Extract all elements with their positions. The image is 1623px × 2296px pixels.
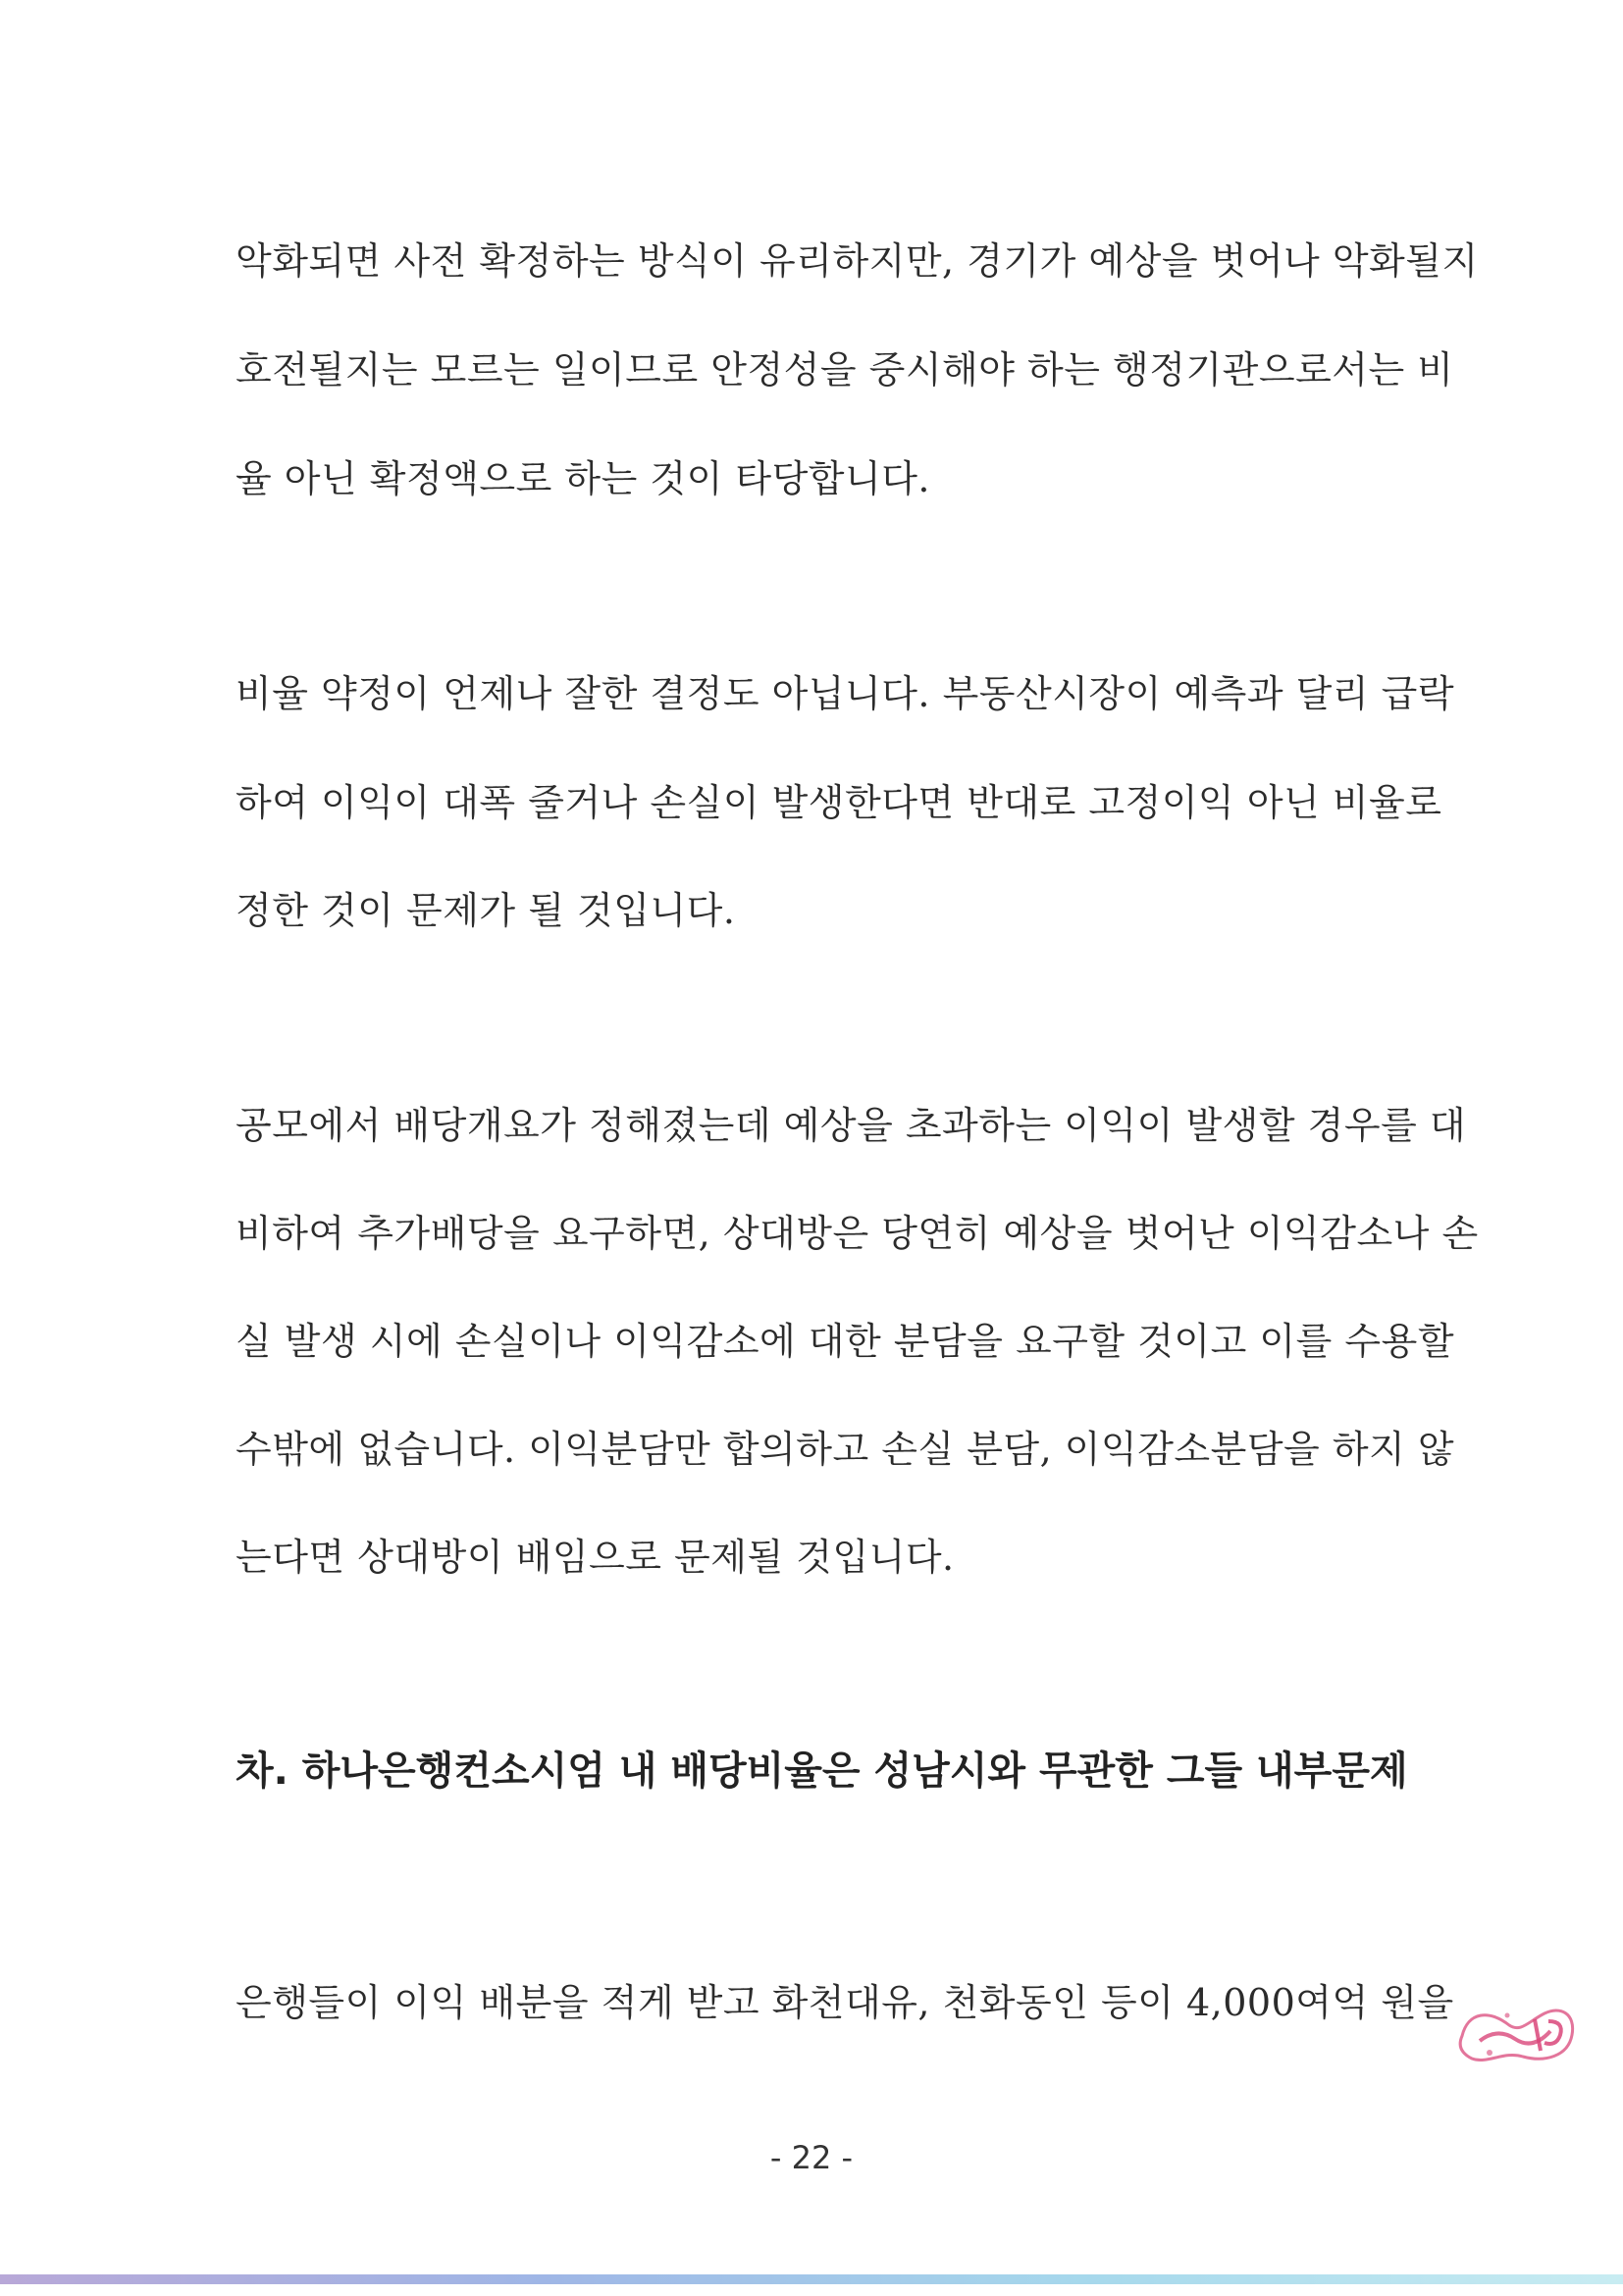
seal-stamp bbox=[1450, 1992, 1588, 2080]
bottom-decorative-bar bbox=[0, 2274, 1623, 2284]
page-number: - 22 - bbox=[769, 2139, 854, 2176]
text-line: 율 아닌 확정액으로 하는 것이 타당합니다. bbox=[236, 457, 931, 500]
text-line: 은행들이 이익 배분을 적게 받고 화천대유, 천화동인 등이 4,000여억 원을 bbox=[236, 1981, 1454, 2024]
text-line: 비율 약정이 언제나 잘한 결정도 아닙니다. 부동산시장이 예측과 달리 급락 bbox=[236, 672, 1455, 715]
section-heading: 차. 하나은행컨소시엄 내 배당비율은 성남시와 무관한 그들 내부문제 bbox=[236, 1748, 1408, 1794]
text-line: 실 발생 시에 손실이나 이익감소에 대한 분담을 요구할 것이고 이를 수용할 bbox=[236, 1320, 1455, 1363]
text-line: 수밖에 없습니다. 이익분담만 합의하고 손실 분담, 이익감소분담을 하지 않 bbox=[236, 1428, 1455, 1471]
text-line: 비하여 추가배당을 요구하면, 상대방은 당연히 예상을 벗어난 이익감소나 손 bbox=[236, 1212, 1479, 1255]
text-line: 정한 것이 문제가 될 것입니다. bbox=[236, 889, 736, 932]
text-line: 는다면 상대방이 배임으로 문제될 것입니다. bbox=[236, 1536, 955, 1579]
text-line: 악화되면 사전 확정하는 방식이 유리하지만, 경기가 예상을 벗어나 악화될지 bbox=[236, 239, 1479, 283]
text-line: 하여 이익이 대폭 줄거나 손실이 발생한다면 반대로 고정이익 아닌 비율로 bbox=[236, 781, 1442, 824]
text-line: 호전될지는 모르는 일이므로 안정성을 중시해야 하는 행정기관으로서는 비 bbox=[236, 348, 1454, 391]
text-line: 공모에서 배당개요가 정해졌는데 예상을 초과하는 이익이 발생할 경우를 대 bbox=[236, 1104, 1467, 1147]
